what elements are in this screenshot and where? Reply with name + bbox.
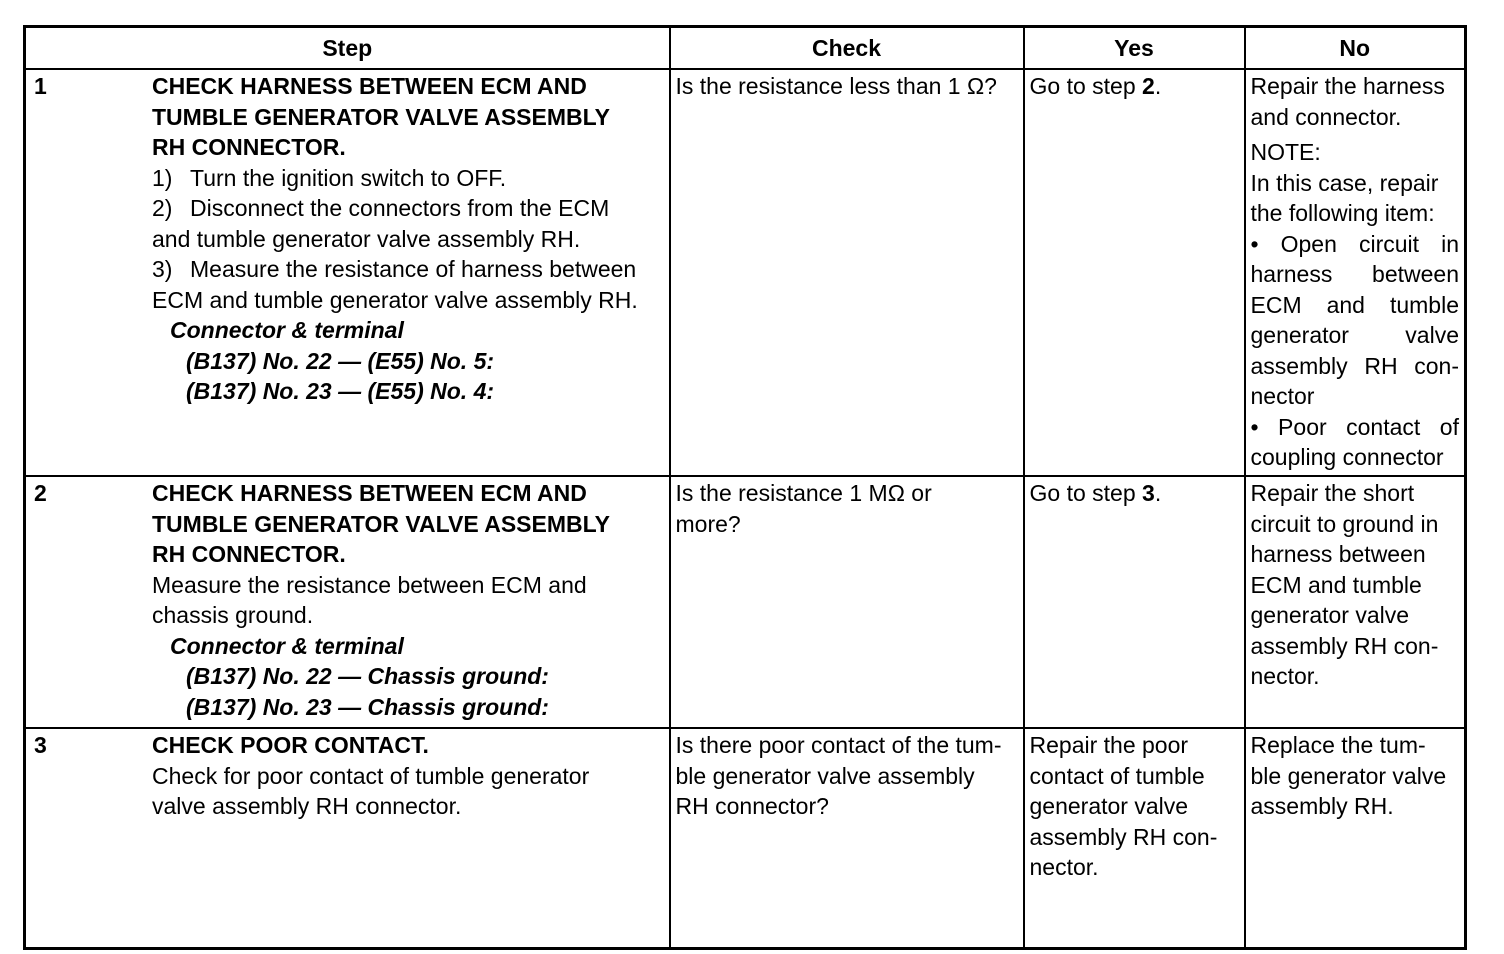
step-title: CHECK POOR CONTACT. (152, 732, 429, 758)
connector-line: (B137) No. 22 — (E55) No. 5: (186, 347, 495, 374)
yes-cell: Go to step 2. (1024, 69, 1245, 476)
connector-line: (B137) No. 23 — Chassis ground: (186, 693, 549, 720)
table-row (25, 69, 1466, 476)
check-cell: Is there poor contact of the tum- ble generator valve assembly RH connector? (670, 728, 1024, 949)
header-row (25, 27, 1466, 70)
step-cell: 1 CHECK HARNESS BETWEEN ECM AND TUMBLE GENERATOR VALVE ASSEMBLY RH CONNECTOR. 1) Turn the ignition switch to OFF. 2) Disconnect the connectors from the ECM and tumble generator valve assembly RH. 3) Measure the resistance of harness between ECM and tumble generator valve assembly RH. Connector & terminal (B137) No. 22 — (E55) No. 5: (B137) No. 23 — (E55) No. 4: (25, 69, 670, 476)
diagnostic-table (23, 25, 1467, 950)
header-no: No (1245, 27, 1466, 70)
no-cell: Repair the short circuit to ground in harness between ECM and tumble generator valve assembly RH con- nector. (1245, 476, 1466, 728)
step-title: CHECK HARNESS BETWEEN ECM AND TUMBLE GENERATOR VALVE ASSEMBLY RH CONNECTOR. (152, 73, 610, 160)
step-cell (25, 728, 670, 949)
step-body: Measure the resistance between ECM and chassis ground. (152, 571, 587, 628)
step-cell (25, 476, 670, 728)
check-cell: Is the resistance less than 1 Ω? (670, 69, 1024, 476)
header-step: Step (25, 27, 670, 70)
step-number: 2 (34, 480, 47, 506)
no-cell: Replace the tum- ble generator valve assembly RH. (1245, 728, 1466, 949)
step-number: 1 (34, 73, 47, 99)
note-label: NOTE: (1250, 139, 1321, 165)
step-body: Check for poor contact of tumble generator valve assembly RH connector. (152, 762, 590, 819)
no-cell: Repair the harness and connector. NOTE: In this case, repair the following item: • Open circuit in harness between ECM and tumble generator valve assembly RH con- nector • Poor contact of coupling connector (1245, 69, 1466, 476)
substep: 3) Measure the resistance of harness between (152, 256, 637, 282)
substep: 2) Disconnect the connectors from the ECM (152, 195, 610, 221)
header-check: Check (670, 27, 1024, 70)
header-yes: Yes (1024, 27, 1245, 70)
step-number: 3 (34, 732, 47, 758)
step-title: CHECK HARNESS BETWEEN ECM AND TUMBLE GENERATOR VALVE ASSEMBLY RH CONNECTOR. (152, 480, 610, 567)
table-row (25, 728, 1466, 949)
substep: 1) Turn the ignition switch to OFF. (152, 164, 507, 191)
yes-cell: Go to step 3. (1024, 476, 1245, 728)
table-row (25, 476, 1466, 728)
connector-line: (B137) No. 23 — (E55) No. 4: (186, 378, 495, 404)
connector-line: (B137) No. 22 — Chassis ground: (186, 663, 549, 689)
check-cell: Is the resistance 1 MΩ or more? (670, 476, 1024, 728)
connector-heading: Connector & terminal (170, 317, 404, 343)
connector-heading: Connector & terminal (170, 632, 404, 659)
yes-cell: Repair the poor contact of tumble generator valve assembly RH con- nector. (1024, 728, 1245, 949)
